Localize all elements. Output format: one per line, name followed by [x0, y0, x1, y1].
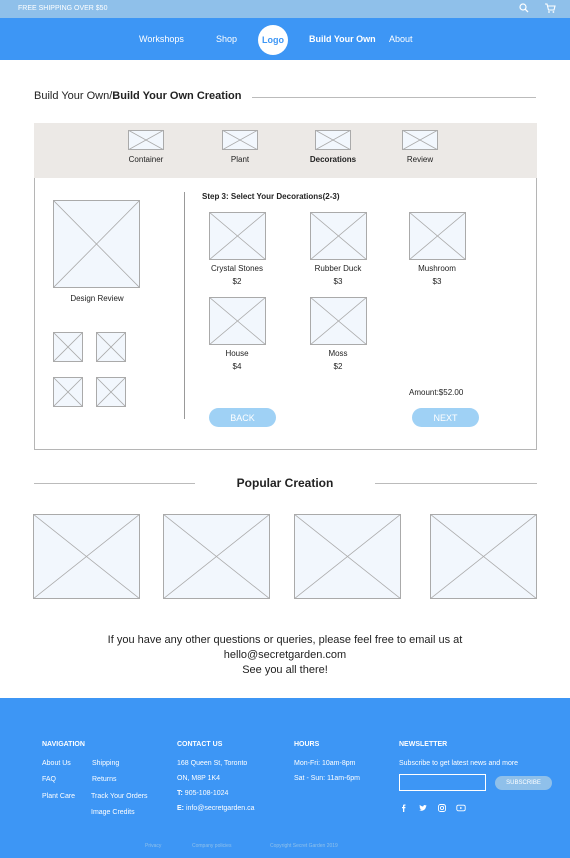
thumbnail[interactable]: [96, 377, 126, 407]
step-plant[interactable]: [200, 130, 280, 164]
decoration-item-crystal-stones[interactable]: [197, 212, 277, 286]
item-name: Crystal Stones: [210, 264, 264, 273]
email-value[interactable]: info@secretgarden.ca: [185, 805, 255, 812]
amount-total: Amount:$52.00: [409, 388, 464, 397]
back-button[interactable]: BACK: [209, 408, 276, 427]
nav-link-shop[interactable]: Shop: [216, 34, 238, 44]
popular-divider-right: [375, 483, 537, 484]
social-links: [399, 803, 466, 813]
design-review-label: Design Review: [70, 294, 124, 303]
footer-link-plant-care[interactable]: Plant Care: [42, 793, 76, 800]
footer-newsletter-title: NEWSLETTER: [399, 741, 448, 748]
next-button[interactable]: NEXT: [412, 408, 479, 427]
item-name: Moss: [328, 349, 348, 358]
cart-icon[interactable]: [544, 2, 556, 14]
item-price: $3: [333, 277, 343, 286]
twitter-icon[interactable]: [418, 803, 428, 813]
subscribe-button[interactable]: SUBSCRIBE: [495, 776, 552, 790]
breadcrumb-current: Build Your Own Creation: [112, 90, 242, 102]
decoration-item-mushroom[interactable]: [397, 212, 477, 286]
footer-company-policies-link[interactable]: Company policies: [192, 843, 232, 849]
step-decorations[interactable]: [293, 130, 373, 164]
decoration-item-rubber-duck[interactable]: [298, 212, 378, 286]
review-image-placeholder: [402, 130, 438, 150]
nav-link-workshops[interactable]: Workshops: [139, 34, 184, 44]
design-review-preview: [53, 200, 140, 288]
phone-label: T:: [177, 790, 183, 797]
facebook-icon[interactable]: [399, 803, 409, 813]
popular-creation-card[interactable]: [33, 514, 140, 599]
newsletter-email-input[interactable]: [399, 774, 486, 791]
step-label: Plant: [230, 155, 250, 164]
instagram-icon[interactable]: [437, 803, 447, 813]
item-price: $4: [232, 362, 242, 371]
contact-line: See you all there!: [242, 664, 328, 676]
search-icon[interactable]: [518, 2, 530, 14]
item-price: $3: [432, 277, 442, 286]
item-name: Rubber Duck: [314, 264, 362, 273]
popular-creation-card[interactable]: [163, 514, 270, 599]
step-label: Container: [128, 155, 164, 164]
mushroom-image: [409, 212, 466, 260]
youtube-icon[interactable]: [456, 803, 466, 813]
footer-address-line: ON, M8P 1K4: [177, 775, 221, 782]
footer-hours-line: Mon-Fri: 10am-8pm: [294, 760, 356, 767]
decorations-image-placeholder: [315, 130, 351, 150]
footer-link-returns[interactable]: Returns: [92, 776, 117, 783]
footer-hours-title: HOURS: [294, 741, 320, 748]
builder-panel: [34, 178, 537, 450]
main-nav: [0, 18, 570, 60]
popular-creation-card[interactable]: [294, 514, 401, 599]
newsletter-text: Subscribe to get latest news and more: [399, 760, 519, 767]
nav-link-about[interactable]: About: [389, 34, 413, 44]
thumbnail[interactable]: [96, 332, 126, 362]
decoration-item-moss[interactable]: [298, 297, 378, 371]
panel-divider: [184, 192, 185, 419]
thumbnail[interactable]: [53, 377, 83, 407]
popular-creation-card[interactable]: [430, 514, 537, 599]
breadcrumb-parent[interactable]: Build Your Own/: [34, 90, 113, 102]
step-container[interactable]: [106, 130, 186, 164]
footer-navigation-title: NAVIGATION: [42, 741, 85, 748]
plant-image-placeholder: [222, 130, 258, 150]
rubber-duck-image: [310, 212, 367, 260]
steps-bar: [34, 123, 537, 178]
footer-address-line: 168 Queen St, Toronto: [177, 760, 248, 767]
breadcrumb: [34, 90, 241, 102]
step-label: Decorations: [309, 155, 357, 164]
footer-hours-line: Sat - Sun: 11am-6pm: [294, 775, 361, 782]
step-review[interactable]: [380, 130, 460, 164]
moss-image: [310, 297, 367, 345]
crystal-stones-image: [209, 212, 266, 260]
free-shipping-text: FREE SHIPPING OVER $50: [18, 5, 108, 12]
item-price: $2: [333, 362, 343, 371]
container-image-placeholder: [128, 130, 164, 150]
top-bar: [0, 0, 570, 18]
logo[interactable]: Logo: [258, 25, 288, 55]
email-label: E:: [177, 805, 184, 812]
footer-link-track-orders[interactable]: Track Your Orders: [91, 793, 148, 800]
nav-link-build-your-own[interactable]: Build Your Own: [309, 34, 376, 44]
footer-copyright: Copyright Secret Garden 2019: [270, 843, 338, 849]
contact-email-link[interactable]: hello@secretgarden.com: [223, 649, 347, 661]
thumbnail[interactable]: [53, 332, 83, 362]
breadcrumb-divider: [252, 97, 536, 98]
footer-privacy-link[interactable]: Privacy: [145, 843, 162, 849]
decoration-item-house[interactable]: [197, 297, 277, 371]
item-name: Mushroom: [418, 264, 456, 273]
popular-title: Popular Creation: [236, 476, 334, 490]
footer-link-image-credits[interactable]: Image Credits: [91, 809, 135, 816]
item-name: House: [225, 349, 249, 358]
house-image: [209, 297, 266, 345]
footer-phone: [177, 790, 228, 797]
footer-contact-title: CONTACT US: [177, 741, 223, 748]
item-price: $2: [232, 277, 242, 286]
contact-line: If you have any other questions or queries, please feel free to email us at: [107, 634, 463, 646]
phone-value: 905-108-1024: [184, 790, 229, 797]
step-label: Review: [406, 155, 434, 164]
footer-link-faq[interactable]: FAQ: [42, 776, 57, 783]
step-title: Step 3: Select Your Decorations(2-3): [202, 192, 340, 201]
footer-link-shipping[interactable]: Shipping: [92, 760, 120, 767]
footer: [0, 698, 570, 858]
footer-link-about-us[interactable]: About Us: [42, 760, 71, 767]
footer-email: [177, 805, 255, 812]
contact-message: [0, 633, 570, 678]
